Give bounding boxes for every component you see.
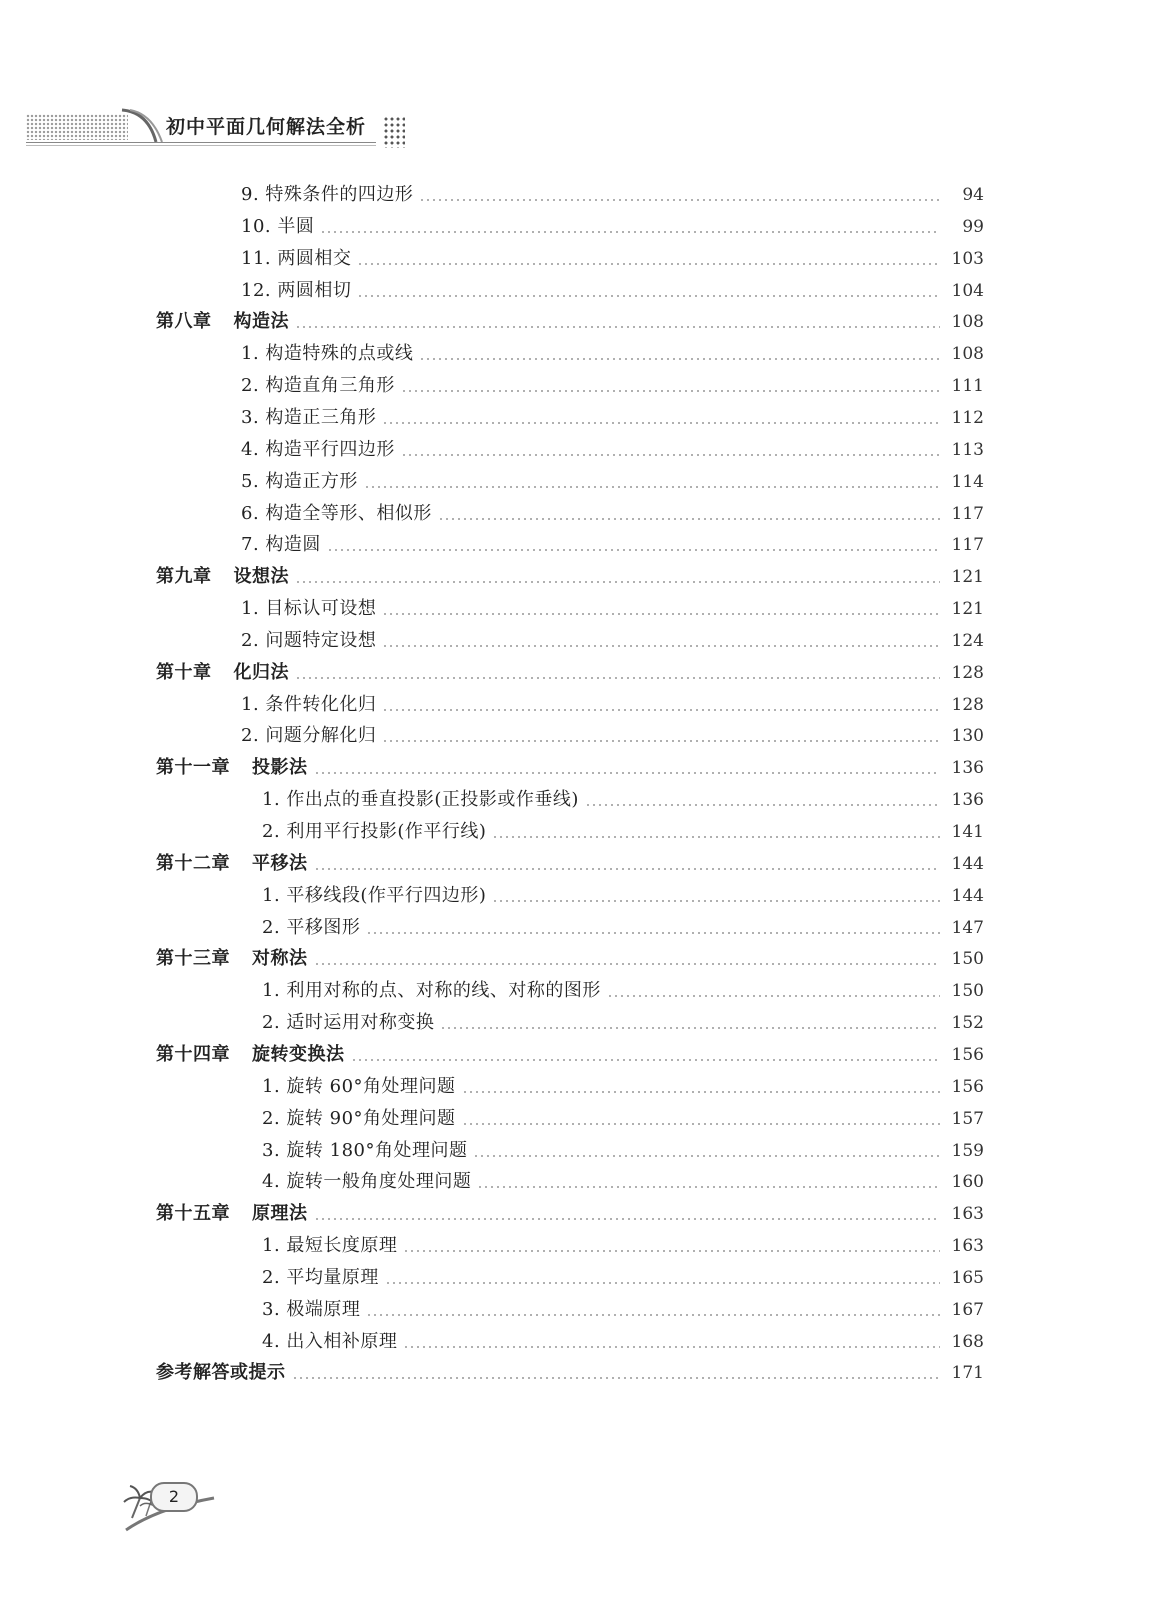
toc-dot-leader	[585, 804, 940, 806]
toc-chapter-title	[156, 1358, 286, 1388]
toc-section-title: 4. 构造平行四边形	[241, 438, 395, 460]
toc-chapter-title	[156, 753, 308, 783]
toc-page-number: 114	[951, 471, 984, 492]
toc-dot-leader	[385, 1282, 940, 1284]
toc-section-row[interactable]	[241, 530, 984, 560]
toc-section-title: 5. 构造正方形	[241, 470, 358, 492]
toc-chapter-row[interactable]	[156, 307, 984, 337]
toc-chapter-name: 对称法	[252, 948, 308, 970]
toc-section-row[interactable]	[262, 1136, 984, 1166]
toc-dot-leader	[473, 1155, 940, 1157]
toc-section-title: 4. 旋转一般角度处理问题	[262, 1171, 472, 1193]
toc-page-number: 150	[951, 949, 984, 970]
toc-page-number: 163	[951, 1236, 984, 1257]
toc-section-row[interactable]	[262, 1008, 984, 1038]
toc-section-row[interactable]	[241, 371, 984, 401]
toc-page-number: 108	[951, 312, 984, 333]
toc-page-number: 136	[951, 790, 984, 811]
toc-page-number: 94	[962, 185, 984, 205]
toc-dot-leader	[295, 677, 940, 679]
header-dot-pattern	[26, 114, 128, 140]
toc-chapter-row[interactable]	[156, 658, 984, 688]
toc-page-number: 163	[951, 1204, 984, 1225]
toc-chapter-number: 第十三章	[156, 948, 230, 970]
toc-section-title: 1. 条件转化化归	[241, 693, 377, 715]
toc-section-title: 11. 两圆相交	[241, 247, 352, 269]
toc-dot-leader	[477, 1186, 940, 1188]
header-rule-thin	[26, 145, 376, 146]
toc-dot-leader	[438, 518, 940, 520]
toc-section-title: 2. 平均量原理	[262, 1266, 379, 1288]
toc-section-row[interactable]	[241, 467, 984, 497]
toc-dot-leader	[327, 549, 940, 551]
toc-section-row[interactable]	[262, 1104, 984, 1134]
toc-page-number: 165	[951, 1267, 984, 1288]
toc-dot-leader	[492, 900, 940, 902]
toc-section-row[interactable]	[262, 1072, 984, 1102]
toc-chapter-number: 第九章	[156, 566, 212, 588]
toc-chapter-name: 化归法	[233, 661, 289, 683]
toc-dot-leader	[366, 932, 940, 934]
toc-section-row[interactable]	[262, 913, 984, 943]
toc-section-row[interactable]	[241, 499, 984, 529]
page-number: 2	[150, 1482, 198, 1512]
toc-section-title: 6. 构造全等形、相似形	[241, 502, 432, 524]
toc-page-number: 113	[951, 439, 984, 460]
toc-chapter-title	[156, 944, 308, 974]
toc-page-number: 117	[951, 503, 984, 524]
toc-section-title: 1. 目标认可设想	[241, 598, 377, 620]
toc-section-row[interactable]	[262, 1263, 984, 1293]
toc-chapter-name: 平移法	[252, 852, 308, 874]
toc-dot-leader	[292, 1377, 941, 1379]
toc-chapter-title	[156, 1040, 345, 1070]
toc-page-number: 117	[951, 535, 984, 556]
toc-page-number: 156	[951, 1044, 984, 1065]
toc-dot-leader	[314, 963, 941, 965]
toc-section-title: 3. 构造正三角形	[241, 406, 377, 428]
toc-section-row[interactable]	[241, 690, 984, 720]
toc-section-row[interactable]	[262, 785, 984, 815]
toc-page-number: 171	[951, 1363, 984, 1384]
toc-dot-leader	[364, 486, 940, 488]
toc-section-row[interactable]	[241, 435, 984, 465]
toc-dot-leader	[314, 1218, 941, 1220]
toc-page-number: 121	[951, 567, 984, 588]
toc-dot-leader	[320, 231, 940, 233]
toc-chapter-number: 第十五章	[156, 1203, 230, 1225]
toc-chapter-name: 旋转变换法	[252, 1043, 345, 1065]
toc-page-number: 160	[951, 1172, 984, 1193]
toc-chapter-row[interactable]	[156, 562, 984, 592]
toc-page-number: 167	[951, 1299, 984, 1320]
toc-dot-leader	[357, 295, 940, 297]
toc-chapter-number: 第十二章	[156, 852, 230, 874]
toc-chapter-name: 设想法	[233, 566, 289, 588]
toc-chapter-title	[156, 849, 308, 879]
toc-dot-leader	[351, 1059, 941, 1061]
toc-dot-leader	[462, 1091, 940, 1093]
toc-section-title: 1. 最短长度原理	[262, 1235, 398, 1257]
toc-dot-leader	[295, 581, 940, 583]
toc-section-row[interactable]	[241, 180, 984, 210]
toc-section-row[interactable]	[241, 594, 984, 624]
toc-dot-leader	[419, 199, 940, 201]
toc-section-row[interactable]	[262, 1231, 984, 1261]
toc-section-title: 4. 出入相补原理	[262, 1330, 398, 1352]
toc-dot-leader	[401, 454, 940, 456]
toc-section-row[interactable]	[241, 339, 984, 369]
toc-section-title: 2. 构造直角三角形	[241, 375, 395, 397]
toc-section-title: 2. 适时运用对称变换	[262, 1012, 435, 1034]
toc-section-row[interactable]	[262, 1327, 984, 1357]
toc-chapter-row[interactable]	[156, 753, 984, 783]
toc-chapter-row[interactable]	[156, 1199, 984, 1229]
toc-page-number: 168	[951, 1331, 984, 1352]
toc-section-title: 1. 构造特殊的点或线	[241, 343, 414, 365]
toc-dot-leader	[403, 1250, 940, 1252]
toc-page-number: 121	[951, 599, 984, 620]
toc-section-title: 3. 极端原理	[262, 1298, 361, 1320]
toc-page-number: 141	[951, 822, 984, 842]
toc-page-number: 136	[951, 758, 984, 779]
toc-page-number: 111	[951, 376, 984, 397]
toc-section-row[interactable]	[241, 403, 984, 433]
toc-dot-leader	[462, 1123, 940, 1125]
toc-page-number: 152	[951, 1013, 984, 1034]
toc-dot-leader	[382, 613, 940, 615]
toc-chapter-number: 第十章	[156, 661, 212, 683]
toc-page-number: 104	[951, 280, 984, 301]
toc-page-number: 147	[951, 917, 984, 938]
toc-dot-leader	[401, 390, 940, 392]
toc-section-row[interactable]	[262, 976, 984, 1006]
toc-chapter-row[interactable]	[156, 1358, 984, 1388]
toc-chapter-title	[156, 658, 289, 688]
toc-dot-leader	[492, 836, 940, 838]
toc-dot-leader	[403, 1346, 940, 1348]
toc-section-title: 2. 问题特定设想	[241, 629, 377, 651]
toc-dot-leader	[314, 772, 941, 774]
toc-dot-leader	[440, 1027, 940, 1029]
toc-dot-leader	[607, 995, 940, 997]
toc-section-title: 2. 平移图形	[262, 916, 361, 938]
toc-section-row[interactable]	[241, 721, 984, 751]
header-dot-ornament	[383, 116, 405, 148]
toc-page-number: 159	[951, 1140, 984, 1161]
toc-section-title: 1. 平移线段(作平行四边形)	[262, 884, 487, 906]
toc-chapter-title	[156, 562, 289, 592]
toc-section-row[interactable]	[241, 244, 984, 274]
toc-section-title: 1. 利用对称的点、对称的线、对称的图形	[262, 980, 601, 1002]
toc-page-number: 112	[951, 407, 984, 428]
toc-page-number: 150	[951, 981, 984, 1002]
toc-page-number: 103	[951, 248, 984, 269]
toc-section-row[interactable]	[262, 1295, 984, 1325]
toc-section-row[interactable]	[262, 881, 984, 911]
toc-page-number: 156	[951, 1076, 984, 1097]
toc-section-title: 1. 作出点的垂直投影(正投影或作垂线)	[262, 789, 579, 811]
toc-chapter-number: 第十一章	[156, 757, 230, 779]
toc-dot-leader	[357, 263, 940, 265]
toc-page-number: 108	[951, 344, 984, 365]
toc-dot-leader	[382, 645, 940, 647]
header-rule	[26, 142, 376, 143]
toc-chapter-name: 原理法	[252, 1203, 308, 1225]
toc-chapter-name: 构造法	[233, 311, 289, 333]
toc-section-title: 7. 构造圆	[241, 534, 321, 556]
toc-page-number: 130	[951, 726, 984, 747]
toc-section-row[interactable]	[262, 1167, 984, 1197]
toc-section-title: 2. 问题分解化归	[241, 725, 377, 747]
toc-page-number: 157	[951, 1108, 984, 1129]
toc-chapter-title	[156, 1199, 308, 1229]
toc-chapter-number: 第八章	[156, 311, 212, 333]
toc-page-number: 128	[951, 694, 984, 715]
toc-section-title: 9. 特殊条件的四边形	[241, 184, 414, 205]
toc-page-number: 128	[951, 662, 984, 683]
toc-page-number: 99	[962, 216, 984, 237]
toc-chapter-title	[156, 307, 289, 337]
toc-section-title: 2. 旋转 90°角处理问题	[262, 1107, 456, 1129]
toc-page-number: 144	[951, 885, 984, 906]
toc-dot-leader	[382, 740, 940, 742]
toc-chapter-number: 第十四章	[156, 1043, 230, 1065]
toc-section-title: 2. 利用平行投影(作平行线)	[262, 821, 487, 842]
toc-dot-leader	[295, 326, 940, 328]
toc-chapter-name: 投影法	[252, 757, 308, 779]
book-title: 初中平面几何解法全析	[166, 116, 367, 138]
toc-chapter-row[interactable]	[156, 849, 984, 879]
toc-section-row[interactable]	[241, 212, 984, 242]
toc-dot-leader	[314, 868, 941, 870]
running-header	[0, 100, 1169, 150]
toc-page-number: 124	[951, 630, 984, 651]
toc-chapter-number: 参考解答或提示	[156, 1362, 286, 1384]
header-swoosh-icon	[118, 106, 168, 146]
toc-chapter-row[interactable]	[156, 1040, 984, 1070]
toc-section-title: 12. 两圆相切	[241, 279, 352, 301]
toc-section-title: 10. 半圆	[241, 215, 315, 237]
toc-dot-leader	[419, 358, 940, 360]
toc-section-title: 1. 旋转 60°角处理问题	[262, 1075, 456, 1097]
toc-section-row[interactable]	[262, 817, 984, 847]
toc-dot-leader	[382, 422, 940, 424]
toc-page-number: 144	[951, 853, 984, 874]
toc-section-title: 3. 旋转 180°角处理问题	[262, 1139, 468, 1161]
toc-chapter-row[interactable]	[156, 944, 984, 974]
toc-dot-leader	[382, 709, 940, 711]
toc-dot-leader	[366, 1314, 940, 1316]
toc-section-row[interactable]	[241, 626, 984, 656]
toc-section-row[interactable]	[241, 276, 984, 306]
